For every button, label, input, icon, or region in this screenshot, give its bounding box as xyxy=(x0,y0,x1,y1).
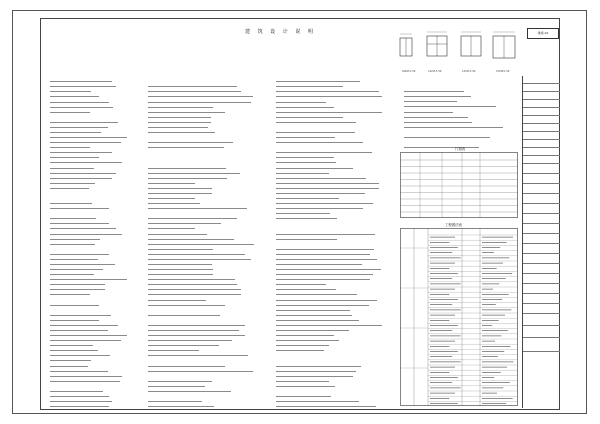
text-line xyxy=(50,266,103,270)
title-block-row xyxy=(523,148,560,156)
text-line xyxy=(276,200,373,204)
window-label-4: C1518 1:50 xyxy=(496,70,510,73)
text-line xyxy=(276,352,390,356)
text-line xyxy=(276,129,355,133)
text-line xyxy=(50,398,112,402)
text-line xyxy=(50,180,95,184)
text-line xyxy=(148,291,241,295)
text-line xyxy=(276,312,352,316)
text-line xyxy=(148,317,264,321)
title-block xyxy=(522,76,560,408)
text-line xyxy=(276,144,390,148)
text-line xyxy=(50,124,108,128)
text-line xyxy=(276,83,343,87)
door-window-table xyxy=(400,152,518,218)
text-line xyxy=(276,210,330,214)
title-block-row xyxy=(523,100,560,108)
text-line xyxy=(276,281,326,285)
title-block-row xyxy=(523,116,560,124)
window-elevation-1 xyxy=(400,34,412,56)
text-line xyxy=(148,337,232,341)
text-line xyxy=(148,312,220,316)
text-line xyxy=(148,88,241,92)
text-line xyxy=(276,266,381,270)
text-line xyxy=(148,403,214,407)
title-block-row xyxy=(523,174,560,184)
title-block-row xyxy=(523,254,560,264)
window-label-2: C1215 1:50 xyxy=(428,70,442,73)
title-block-row xyxy=(523,76,560,84)
text-line xyxy=(276,301,369,305)
text-line xyxy=(50,373,122,377)
text-line xyxy=(50,317,99,321)
text-line xyxy=(50,337,121,341)
text-line xyxy=(50,246,139,250)
text-line xyxy=(148,271,213,275)
text-line xyxy=(50,312,111,316)
text-line xyxy=(50,210,137,214)
text-line xyxy=(50,185,89,189)
window-elevation-3 xyxy=(461,32,481,56)
text-line xyxy=(148,154,258,158)
text-line xyxy=(50,190,136,194)
text-line xyxy=(276,88,379,92)
text-line xyxy=(50,347,98,351)
title-block-row xyxy=(523,132,560,140)
text-line xyxy=(50,296,136,300)
text-line xyxy=(404,103,496,107)
text-line xyxy=(404,124,503,128)
title-block-row xyxy=(523,294,560,304)
text-line xyxy=(50,88,91,92)
title-block-row xyxy=(523,124,560,132)
text-line xyxy=(276,215,337,219)
text-line xyxy=(148,195,195,199)
text-line xyxy=(148,205,247,209)
text-line xyxy=(50,195,138,199)
text-line xyxy=(148,93,253,97)
text-line xyxy=(50,378,120,382)
text-line xyxy=(50,256,98,260)
text-line xyxy=(148,220,221,224)
text-line xyxy=(404,129,510,133)
text-line xyxy=(50,129,101,133)
text-line xyxy=(50,174,112,178)
text-line xyxy=(276,286,336,290)
title-block-row xyxy=(523,214,560,224)
text-line xyxy=(276,124,389,128)
finish-table xyxy=(400,228,518,406)
text-line xyxy=(276,93,382,97)
text-line xyxy=(50,327,108,331)
text-line xyxy=(148,347,199,351)
text-line xyxy=(276,261,362,265)
text-line xyxy=(50,225,116,229)
text-line xyxy=(148,378,212,382)
text-line xyxy=(276,342,329,346)
text-line xyxy=(50,357,91,361)
text-line xyxy=(148,215,237,219)
text-line xyxy=(276,103,334,107)
text-line xyxy=(276,327,349,331)
notes-column-1 xyxy=(50,78,140,408)
text-line xyxy=(50,119,118,123)
title-block-row xyxy=(523,304,560,314)
text-line xyxy=(276,78,360,82)
text-line xyxy=(148,114,211,118)
text-line xyxy=(50,83,116,87)
text-line xyxy=(148,367,253,371)
text-line xyxy=(148,119,211,123)
text-line xyxy=(276,373,353,377)
text-line xyxy=(50,149,112,153)
text-line xyxy=(276,362,361,366)
text-line xyxy=(276,169,329,173)
text-line xyxy=(50,362,88,366)
text-line xyxy=(148,210,257,214)
title-block-row xyxy=(523,140,560,148)
text-line xyxy=(276,398,359,402)
text-line xyxy=(50,286,105,290)
title-block-row xyxy=(523,224,560,234)
text-line xyxy=(50,403,109,407)
text-line xyxy=(276,378,329,382)
text-line xyxy=(50,159,122,163)
text-line xyxy=(148,332,245,336)
text-line xyxy=(148,281,237,285)
text-line xyxy=(148,388,231,392)
title-block-row xyxy=(523,314,560,326)
text-line xyxy=(148,261,212,265)
text-line xyxy=(148,307,258,311)
title-block-row xyxy=(523,204,560,214)
text-line xyxy=(276,225,386,229)
window-elevation-2 xyxy=(427,32,447,56)
text-line xyxy=(276,246,374,250)
text-line xyxy=(50,139,121,143)
text-line xyxy=(276,164,353,168)
text-line xyxy=(276,108,382,112)
text-line xyxy=(276,388,385,392)
text-line xyxy=(148,362,225,366)
text-line xyxy=(404,93,471,97)
text-line xyxy=(50,241,95,245)
title-block-row xyxy=(523,184,560,194)
text-line xyxy=(50,291,90,295)
text-line xyxy=(50,251,109,255)
notes-column-4 xyxy=(404,88,516,148)
text-line xyxy=(148,185,212,189)
text-line xyxy=(276,317,359,321)
text-line xyxy=(148,108,225,112)
text-line xyxy=(50,352,110,356)
text-line xyxy=(148,327,239,331)
text-line xyxy=(148,357,262,361)
title-block-row xyxy=(523,156,560,164)
text-line xyxy=(50,367,108,371)
text-line xyxy=(148,78,264,82)
text-line xyxy=(148,169,240,173)
text-line xyxy=(148,129,215,133)
title-block-row xyxy=(523,84,560,92)
text-line xyxy=(276,347,324,351)
text-line xyxy=(50,271,94,275)
text-line xyxy=(276,271,373,275)
text-line xyxy=(148,322,245,326)
title-block-row xyxy=(523,194,560,204)
text-line xyxy=(148,98,251,102)
text-line xyxy=(148,144,224,148)
text-line xyxy=(276,256,377,260)
text-line xyxy=(276,403,376,407)
notes-column-2 xyxy=(148,78,266,408)
text-line xyxy=(148,200,200,204)
text-line xyxy=(50,78,112,82)
text-line xyxy=(148,342,219,346)
text-line xyxy=(148,174,227,178)
text-line xyxy=(276,383,335,387)
text-line xyxy=(148,164,226,168)
text-line xyxy=(276,367,356,371)
door-table-title: 门窗表 xyxy=(455,147,466,151)
text-line xyxy=(50,103,113,107)
text-line xyxy=(50,322,118,326)
text-line xyxy=(276,230,375,234)
text-line xyxy=(148,373,257,377)
text-line xyxy=(276,307,350,311)
text-line xyxy=(276,296,377,300)
text-line xyxy=(148,159,265,163)
text-line xyxy=(50,388,103,392)
text-line xyxy=(148,256,251,260)
text-line xyxy=(50,230,122,234)
text-line xyxy=(50,261,115,265)
text-line xyxy=(276,190,365,194)
text-line xyxy=(148,225,195,229)
text-line xyxy=(276,174,366,178)
title-block-row xyxy=(523,326,560,338)
text-line xyxy=(404,113,468,117)
text-line xyxy=(50,93,99,97)
text-line xyxy=(404,134,490,138)
title-block-row xyxy=(523,108,560,116)
text-line xyxy=(404,108,453,112)
text-line xyxy=(50,393,109,397)
text-line xyxy=(148,352,248,356)
text-line xyxy=(404,88,464,92)
text-line xyxy=(50,235,100,239)
text-line xyxy=(276,159,336,163)
text-line xyxy=(276,134,335,138)
text-line xyxy=(276,139,363,143)
text-line xyxy=(50,205,109,209)
text-line xyxy=(50,154,99,158)
text-line xyxy=(50,98,109,102)
text-line xyxy=(50,134,127,138)
text-line xyxy=(50,215,96,219)
text-line xyxy=(276,337,339,341)
title-block-row xyxy=(523,244,560,254)
text-line xyxy=(50,383,137,387)
title-block-row xyxy=(523,274,560,284)
sheet-title: 建 筑 设 计 说 明 xyxy=(245,29,316,35)
text-line xyxy=(50,281,105,285)
text-line xyxy=(148,83,237,87)
text-line xyxy=(404,98,457,102)
window-elevation-4 xyxy=(493,32,515,58)
text-line xyxy=(404,144,479,148)
drawing-number-stamp: 建施-01 xyxy=(527,28,559,39)
title-block-row xyxy=(523,92,560,100)
text-line xyxy=(276,114,343,118)
title-block-row xyxy=(523,164,560,174)
notes-column-3 xyxy=(276,78,394,408)
text-line xyxy=(148,398,202,402)
text-line xyxy=(148,286,241,290)
title-block-row xyxy=(523,264,560,274)
text-line xyxy=(148,266,213,270)
text-line xyxy=(50,220,109,224)
text-line xyxy=(50,332,127,336)
text-line xyxy=(276,332,334,336)
title-block-row xyxy=(523,284,560,294)
text-line xyxy=(148,393,259,397)
text-line xyxy=(276,98,326,102)
text-line xyxy=(50,144,90,148)
text-line xyxy=(276,154,334,158)
text-line xyxy=(148,180,195,184)
text-line xyxy=(276,276,370,280)
text-line xyxy=(276,180,379,184)
text-line xyxy=(276,149,372,153)
text-line xyxy=(276,291,357,295)
text-line xyxy=(50,108,90,112)
text-line xyxy=(148,235,234,239)
finish-table-title: 工程做法表 xyxy=(445,223,462,227)
text-line xyxy=(404,139,513,143)
text-line xyxy=(50,307,134,311)
text-line xyxy=(148,296,206,300)
text-line xyxy=(148,230,207,234)
text-line xyxy=(148,139,233,143)
title-block-row xyxy=(523,234,560,244)
text-line xyxy=(148,190,212,194)
text-line xyxy=(148,383,205,387)
text-line xyxy=(276,119,356,123)
text-line xyxy=(50,169,116,173)
text-line xyxy=(276,185,379,189)
text-line xyxy=(148,276,235,280)
text-line xyxy=(148,251,245,255)
text-line xyxy=(148,301,225,305)
text-line xyxy=(276,241,392,245)
title-block-row xyxy=(523,338,560,352)
text-line xyxy=(148,149,258,153)
text-line xyxy=(50,301,99,305)
text-line xyxy=(148,246,213,250)
text-line xyxy=(276,220,392,224)
window-label-3: C1515 1:50 xyxy=(462,70,476,73)
window-label-1: C0615 1:50 xyxy=(402,70,416,73)
text-line xyxy=(148,103,213,107)
text-line xyxy=(276,357,390,361)
text-line xyxy=(276,322,382,326)
text-line xyxy=(276,235,337,239)
text-line xyxy=(276,195,339,199)
text-line xyxy=(148,241,254,245)
text-line xyxy=(276,393,331,397)
text-line xyxy=(276,251,370,255)
text-line xyxy=(50,200,92,204)
text-line xyxy=(276,205,363,209)
text-line xyxy=(50,164,94,168)
text-line xyxy=(148,134,262,138)
text-line xyxy=(50,342,93,346)
text-line xyxy=(404,118,472,122)
text-line xyxy=(50,114,133,118)
text-line xyxy=(50,276,127,280)
text-line xyxy=(148,124,208,128)
